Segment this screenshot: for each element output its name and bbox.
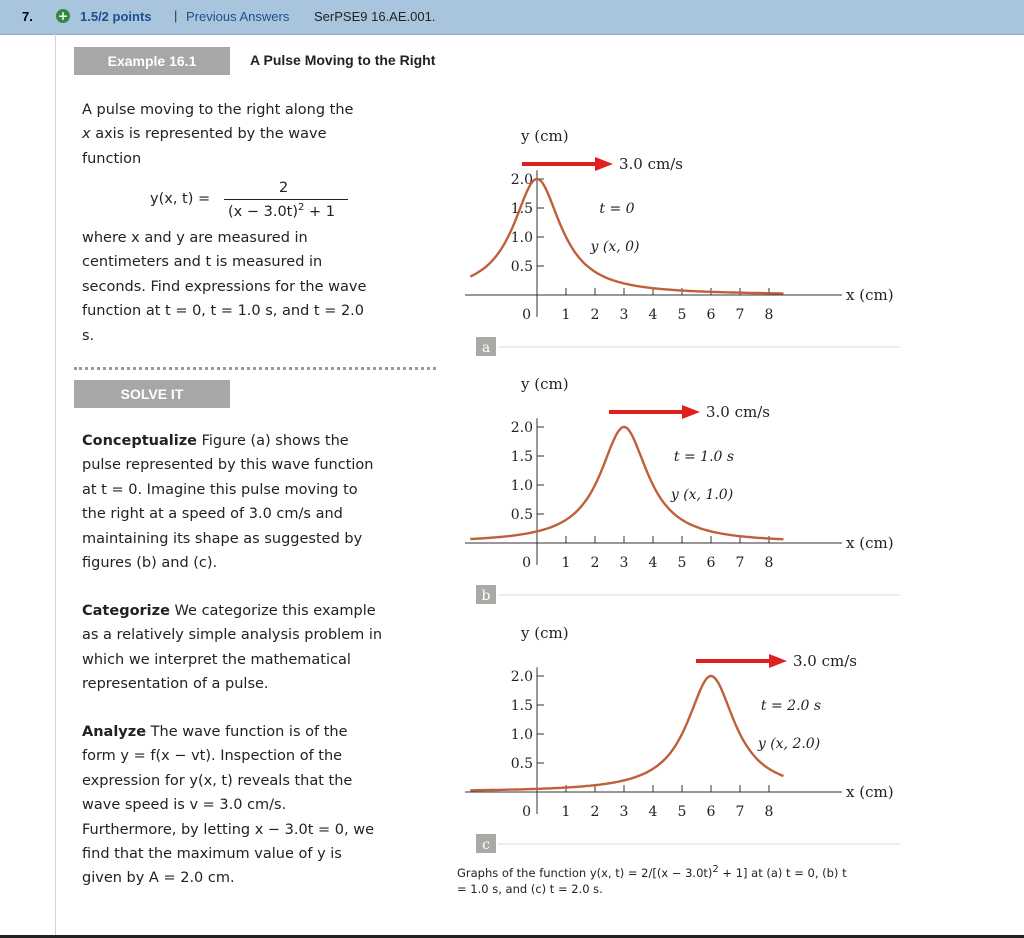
intro-paragraph (82, 98, 422, 171)
pulse-figure (450, 95, 920, 865)
intro-line-2 (82, 122, 422, 146)
categorize-paragraph (82, 599, 422, 697)
conceptualize-heading: Conceptualize (82, 433, 197, 449)
curve-label-b: y (x, 1.0) (670, 487, 734, 503)
where-paragraph (82, 226, 422, 348)
equation-lhs: y(x, t) = (150, 191, 211, 207)
intro-line-3: function (82, 150, 142, 167)
where-line-3: seconds. Find expressions for the wave (82, 278, 367, 295)
x-tick-label-b-7: 7 (735, 555, 745, 571)
categorize-line-1 (82, 599, 422, 623)
analyze-heading: Analyze (82, 724, 147, 740)
x-tick-label-a-0: 0 (522, 307, 531, 323)
x-tick-label-a-8: 8 (764, 307, 774, 323)
conceptualize-line-4: the right at a speed of 3.0 cm/s and (82, 506, 343, 523)
y-axis-title-a: y (cm) (521, 127, 569, 145)
categorize-heading: Categorize (82, 603, 170, 619)
x-tick-label-a-7: 7 (735, 307, 745, 323)
intro-line-2-text: axis is represented by the wave (90, 126, 327, 143)
panel-label-c: c (482, 837, 490, 853)
conceptualize-line-1 (82, 429, 422, 453)
time-label-a: t = 0 (599, 201, 635, 217)
x-tick-label-c-0: 0 (522, 804, 531, 820)
x-tick-label-a-5: 5 (677, 307, 687, 323)
conceptualize-line-3: at t = 0. Imagine this pulse moving to (82, 481, 358, 498)
analyze-line-1-text: The wave function is of the (146, 724, 348, 740)
x-tick-label-b-5: 5 (677, 555, 687, 571)
curve-label-a: y (x, 0) (590, 239, 640, 255)
x-tick-label-c-7: 7 (735, 804, 745, 820)
conceptualize-paragraph (82, 429, 422, 575)
x-axis-title-c: x (cm) (846, 783, 894, 801)
content-frame-border (55, 34, 56, 938)
where-line-2: centimeters and t is measured in (82, 254, 323, 271)
caption-exponent: 2 (712, 864, 719, 875)
analyze-line-5: Furthermore, by letting x − 3.0t = 0, we (82, 821, 375, 838)
y-tick-label-b-3: 2.0 (510, 420, 533, 436)
velocity-arrowhead-a (595, 157, 613, 171)
y-tick-label-b-1: 1.0 (510, 478, 533, 494)
x-tick-label-a-2: 2 (590, 307, 600, 323)
categorize-line-4: representation of a pulse. (82, 676, 269, 693)
analyze-line-2: form y = f(x − vt). Inspection of the (82, 748, 343, 765)
panel-label-b: b (481, 588, 491, 604)
y-tick-label-a-0: 0.5 (510, 259, 533, 275)
points-score: 1.5/2 points (80, 9, 152, 24)
x-tick-label-b-3: 3 (619, 555, 629, 571)
where-line-4: function at t = 0, t = 1.0 s, and t = 2.0 (82, 303, 365, 320)
y-tick-label-c-3: 2.0 (510, 669, 533, 685)
where-line-5: s. (82, 327, 95, 344)
denominator-base: (x − 3.0t) (228, 203, 299, 220)
categorize-line-2: as a relatively simple analysis problem in (82, 627, 383, 644)
x-axis-title-a: x (cm) (846, 286, 894, 304)
section-divider (74, 367, 436, 370)
analyze-paragraph (82, 720, 422, 891)
x-variable: x (82, 126, 91, 143)
fraction-bar (224, 199, 348, 200)
x-tick-label-c-6: 6 (706, 804, 716, 820)
previous-answers-link[interactable]: Previous Answers (186, 9, 290, 24)
x-tick-label-b-0: 0 (522, 555, 531, 571)
velocity-arrowhead-c (769, 654, 787, 668)
x-tick-label-c-5: 5 (677, 804, 687, 820)
caption-line-2: = 1.0 s, and (c) t = 2.0 s. (457, 881, 603, 896)
conceptualize-line-5: maintaining its shape as suggested by (82, 530, 363, 547)
x-tick-label-a-3: 3 (619, 307, 629, 323)
x-axis-title-b: x (cm) (846, 534, 894, 552)
solve-it-badge: SOLVE IT (74, 380, 230, 408)
denominator-exponent: 2 (298, 202, 305, 213)
x-tick-label-c-4: 4 (648, 804, 658, 820)
x-tick-label-b-1: 1 (561, 555, 571, 571)
time-label-c: t = 2.0 s (760, 698, 822, 714)
y-tick-label-a-2: 1.5 (510, 201, 533, 217)
analyze-line-1 (82, 720, 422, 744)
question-header (0, 0, 1024, 35)
x-tick-label-a-6: 6 (706, 307, 716, 323)
categorize-line-3: which we interpret the mathematical (82, 651, 351, 668)
analyze-line-6: find that the maximum value of y is (82, 846, 342, 863)
header-separator: | (174, 8, 178, 23)
x-tick-label-b-2: 2 (590, 555, 600, 571)
intro-line-1: A pulse moving to the right along the (82, 102, 354, 118)
caption-line-1: Graphs of the function y(x, t) = 2/[(x − 3.0t) (457, 865, 713, 880)
y-tick-label-b-2: 1.5 (510, 449, 533, 465)
time-label-b: t = 1.0 s (673, 449, 735, 465)
conceptualize-line-1-text: Figure (a) shows the (197, 433, 349, 449)
x-tick-label-c-2: 2 (590, 804, 600, 820)
x-tick-label-c-1: 1 (561, 804, 571, 820)
equation-denominator (228, 202, 335, 220)
where-line-1: where x and y are measured in (82, 230, 308, 246)
y-tick-label-b-0: 0.5 (510, 507, 533, 523)
analyze-line-3: expression for y(x, t) reveals that the (82, 772, 353, 789)
figure-caption (457, 862, 907, 897)
curve-label-c: y (x, 2.0) (757, 736, 821, 752)
y-axis-title-b: y (cm) (521, 375, 569, 393)
y-tick-label-c-2: 1.5 (510, 698, 533, 714)
x-tick-label-c-8: 8 (764, 804, 774, 820)
conceptualize-line-2: pulse represented by this wave function (82, 457, 374, 474)
caption-line-1b: + 1] at (a) t = 0, (b) t (718, 865, 847, 880)
x-tick-label-b-4: 4 (648, 555, 658, 571)
x-tick-label-b-6: 6 (706, 555, 716, 571)
velocity-arrowhead-b (682, 405, 700, 419)
y-tick-label-c-1: 1.0 (510, 727, 533, 743)
question-number: 7. (22, 9, 33, 24)
x-tick-label-a-4: 4 (648, 307, 658, 323)
velocity-label-c: 3.0 cm/s (793, 652, 857, 670)
y-tick-label-c-0: 0.5 (510, 756, 533, 772)
panel-label-a: a (481, 340, 491, 356)
example-badge: Example 16.1 (74, 47, 230, 75)
y-tick-label-a-3: 2.0 (510, 172, 533, 188)
velocity-label-b: 3.0 cm/s (706, 403, 770, 421)
expand-plus-icon[interactable]: + (57, 9, 69, 23)
x-tick-label-c-3: 3 (619, 804, 629, 820)
x-tick-label-a-1: 1 (561, 307, 571, 323)
conceptualize-line-6: figures (b) and (c). (82, 555, 218, 572)
categorize-line-1-text: We categorize this example (169, 603, 376, 619)
y-axis-title-c: y (cm) (521, 624, 569, 642)
denominator-tail: + 1 (304, 203, 335, 220)
x-tick-label-b-8: 8 (764, 555, 774, 571)
analyze-line-7: given by A = 2.0 cm. (82, 870, 235, 887)
y-tick-label-a-1: 1.0 (510, 230, 533, 246)
problem-code: SerPSE9 16.AE.001. (314, 9, 436, 24)
example-title: A Pulse Moving to the Right (250, 52, 436, 68)
equation-numerator: 2 (279, 180, 289, 196)
analyze-line-4: wave speed is v = 3.0 cm/s. (82, 797, 287, 814)
velocity-label-a: 3.0 cm/s (619, 155, 683, 173)
